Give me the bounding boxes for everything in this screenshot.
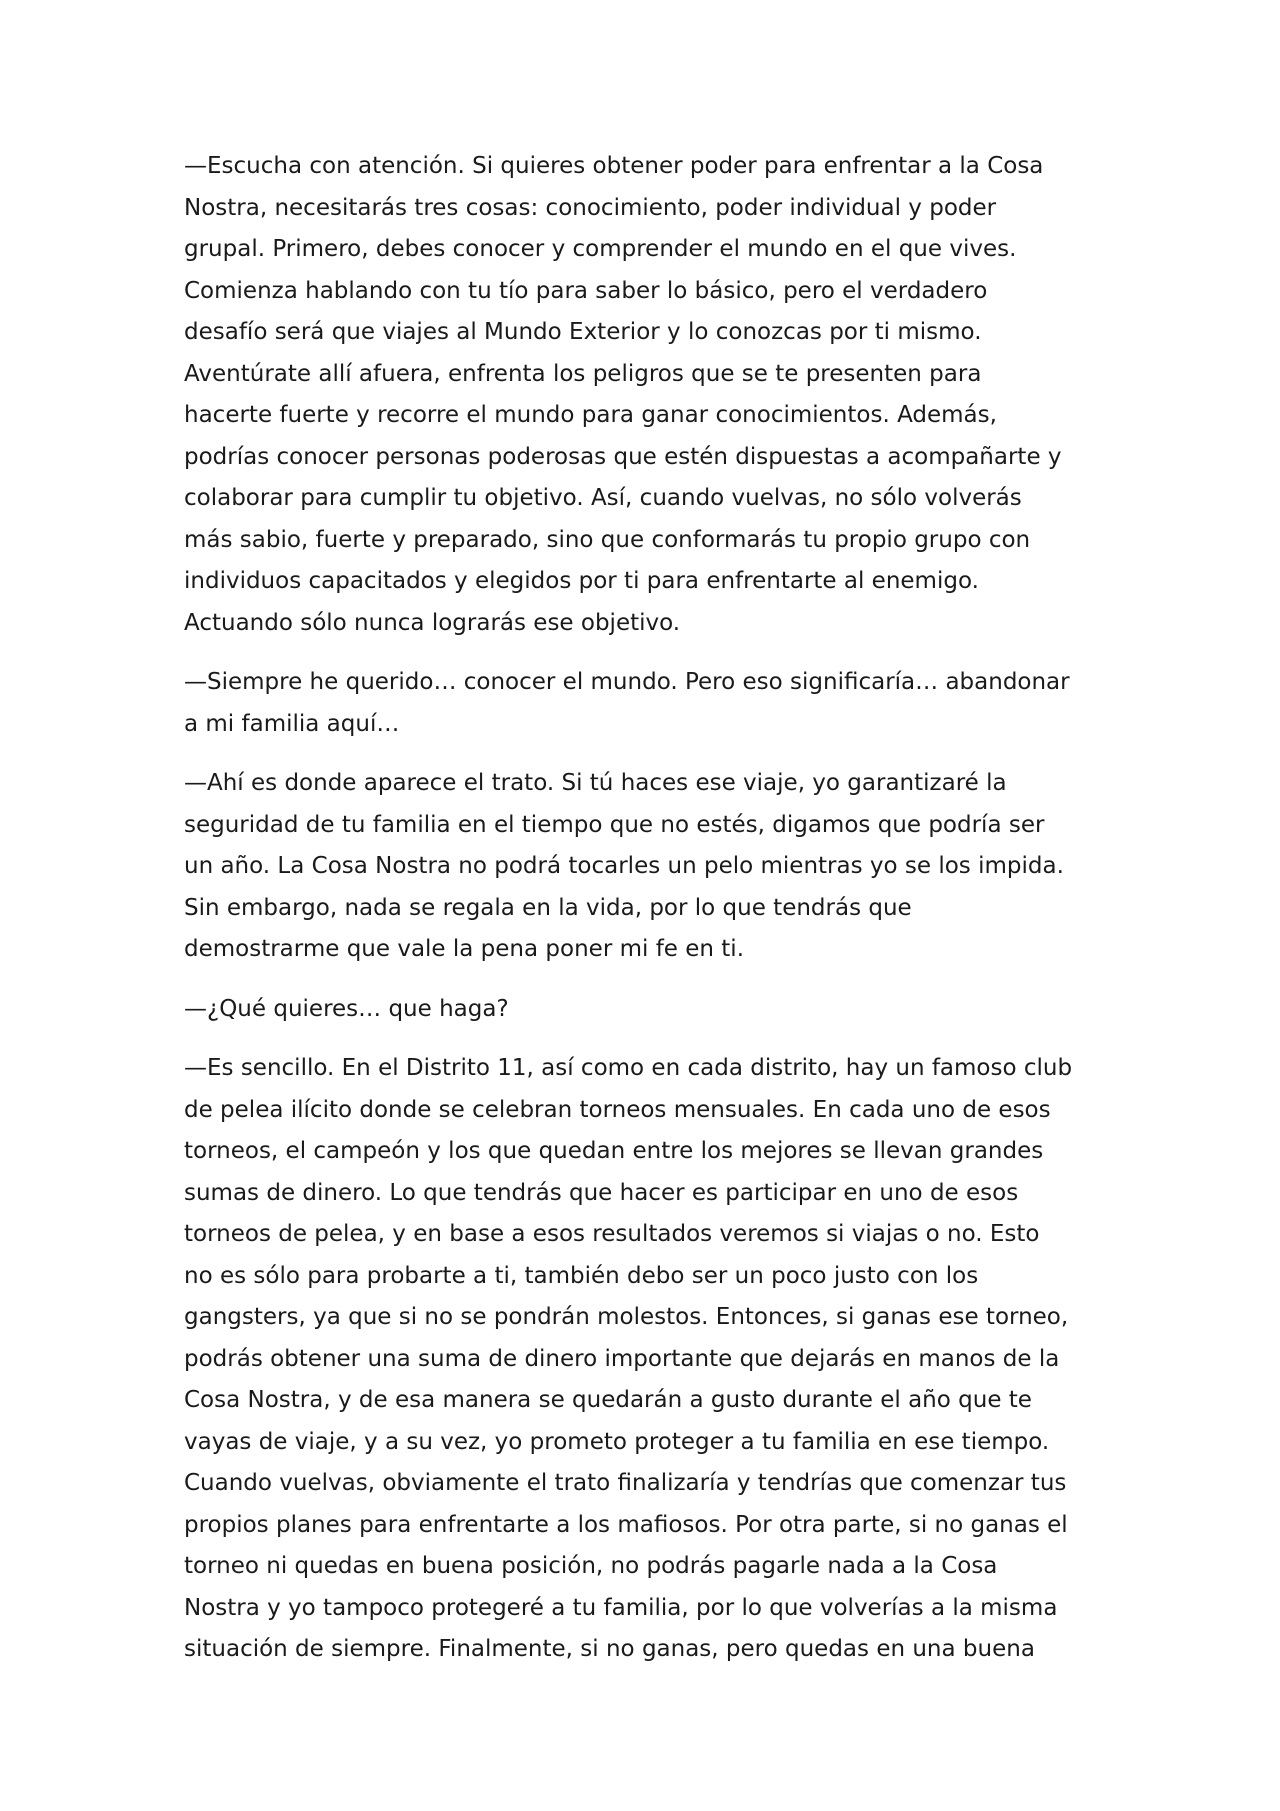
text-line: Nostra, necesitarás tres cosas: conocimiento, poder individual y poder (184, 194, 997, 221)
text-line: grupal. Primero, debes conocer y comprender el mundo en el que vives. (184, 236, 1017, 262)
text-line: Cosa Nostra, y de esa manera se quedarán a gusto durante el año que te (184, 1387, 1032, 1413)
text-line: torneos, el campeón y los que quedan entre los mejores se llevan grandes (184, 1138, 1044, 1164)
paragraph (184, 989, 1124, 1031)
text-line: vayas de viaje, y a su vez, yo prometo proteger a tu familia en ese tiempo. (184, 1428, 1050, 1455)
text-line: colaborar para cumplir tu objetivo. Así, cuando vuelvas, no sólo volverás (184, 485, 1022, 511)
text-line: Aventúrate allí afuera, enfrenta los peligros que se te presenten para (184, 360, 982, 387)
text-line: podrás obtener una suma de dinero importante que dejarás en manos de la (184, 1345, 1060, 1372)
text-line: —Siempre he querido… conocer el mundo. Pero eso significaría… abandonar (184, 669, 1070, 695)
text-line: más sabio, fuerte y preparado, sino que conformarás tu propio grupo con (184, 526, 1031, 553)
text-line: de pelea ilícito donde se celebran torneos mensuales. En cada uno de esos (184, 1096, 1051, 1123)
text-line: podrías conocer personas poderosas que estén dispuestas a acompañarte y (184, 443, 1062, 470)
text-line: —Escucha con atención. Si quieres obtener poder para enfrentar a la Cosa (184, 153, 1044, 179)
text-line: un año. La Cosa Nostra no podrá tocarles un pelo mientras yo se los impida. (184, 853, 1064, 879)
text-line: gangsters, ya que si no se pondrán molestos. Entonces, si ganas ese torneo, (184, 1304, 1069, 1330)
text-line: no es sólo para probarte a ti, también debo ser un poco justo con los (184, 1262, 979, 1289)
text-line: propios planes para enfrentarte a los mafiosos. Por otra parte, si no ganas el (184, 1511, 1068, 1538)
text-line: a mi familia aquí… (184, 710, 400, 737)
text-line: —Es sencillo. En el Distrito 11, así como en cada distrito, hay un famoso club (184, 1055, 1073, 1081)
text-line: hacerte fuerte y recorre el mundo para ganar conocimientos. Además, (184, 402, 997, 428)
paragraph (184, 1048, 1124, 1671)
text-line: —Ahí es donde aparece el trato. Si tú haces ese viaje, yo garantizaré la (184, 770, 1007, 796)
text-line: sumas de dinero. Lo que tendrás que hacer es participar en uno de esos (184, 1179, 1019, 1206)
paragraph (184, 763, 1124, 971)
text-line: —¿Qué quieres… que haga? (184, 995, 509, 1022)
text-line: seguridad de tu familia en el tiempo que no estés, digamos que podría ser (184, 811, 1045, 838)
paragraph (184, 662, 1124, 745)
text-line: individuos capacitados y elegidos por ti para enfrentarte al enemigo. (184, 568, 979, 594)
paragraph (184, 146, 1124, 644)
text-line: desafío será que viajes al Mundo Exterior y lo conozcas por ti mismo. (184, 319, 982, 345)
text-line: situación de siempre. Finalmente, si no ganas, pero quedas en una buena (184, 1636, 1035, 1662)
text-line: Comienza hablando con tu tío para saber lo básico, pero el verdadero (184, 277, 988, 304)
text-line: torneos de pelea, y en base a esos resultados veremos si viajas o no. Esto (184, 1221, 1040, 1247)
text-line: Nostra y yo tampoco protegeré a tu familia, por lo que volverías a la misma (184, 1594, 1058, 1621)
text-line: demostrarme que vale la pena poner mi fe en ti. (184, 936, 745, 962)
text-line: Actuando sólo nunca lograrás ese objetivo. (184, 609, 681, 636)
text-line: torneo ni quedas en buena posición, no podrás pagarle nada a la Cosa (184, 1553, 998, 1579)
document-body (184, 146, 1124, 1689)
text-line: Sin embargo, nada se regala en la vida, por lo que tendrás que (184, 894, 912, 921)
text-line: Cuando vuelvas, obviamente el trato finalizaría y tendrías que comenzar tus (184, 1470, 1067, 1496)
